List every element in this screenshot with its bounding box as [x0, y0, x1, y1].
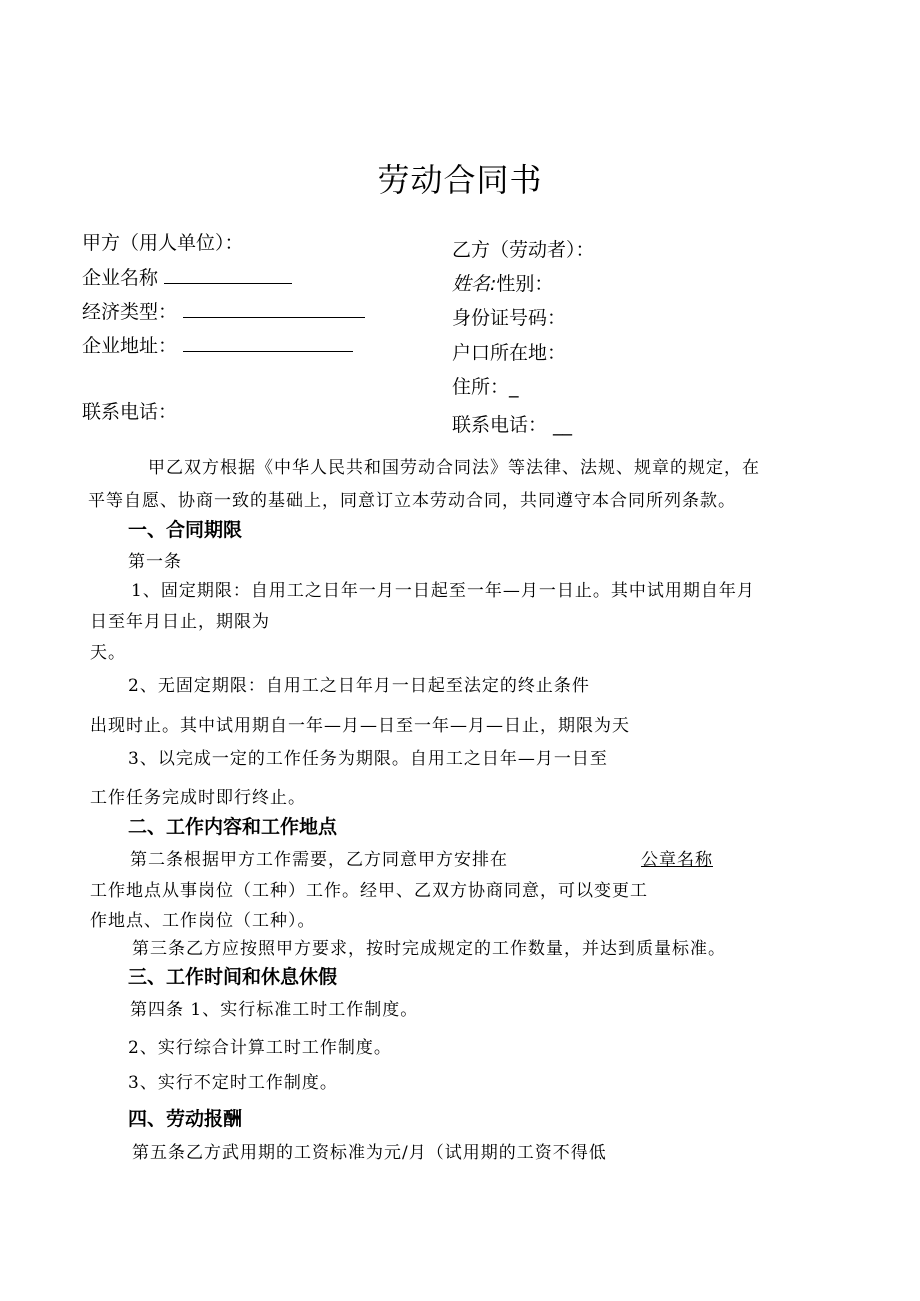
economic-type-row — [82, 297, 365, 324]
party-a-heading: 甲方（用人单位）： — [82, 232, 244, 254]
company-name-field[interactable] — [164, 265, 292, 284]
stamp-name-placeholder: 公章名称 — [641, 850, 713, 870]
gender-label: 性别： — [496, 273, 554, 295]
item-2-line-2: 出现时止。其中试用期自一年—月—日至一年—月—日止，期限为天 — [90, 716, 630, 736]
company-name-row — [82, 263, 292, 290]
economic-type-field[interactable] — [183, 299, 365, 318]
article-4-item-3: 3、实行不定时工作制度。 — [128, 1073, 338, 1093]
party-b-phone-label: 联系电话： __ — [452, 414, 573, 436]
section-4-heading: 四、劳动报酬 — [128, 1108, 243, 1130]
intro-line-1: 甲乙双方根据《中华人民共和国劳动合同法》等法律、法规、规章的规定，在 — [148, 458, 760, 478]
name-label: 姓名: — [452, 273, 497, 295]
party-a-phone-label: 联系电话： — [82, 401, 178, 423]
article-2-line-2: 工作地点从事岗位（工种）工作。经甲、乙双方协商同意，可以变更工 — [90, 881, 648, 901]
article-1-label: 第一条 — [128, 552, 182, 572]
name-gender-row — [452, 269, 553, 296]
hukou-label: 户口所在地： — [452, 342, 567, 364]
economic-type-label: 经济类型： — [82, 301, 178, 323]
item-3-line-1: 3、以完成一定的工作任务为期限。自用工之日年—月一日至 — [128, 749, 608, 769]
intro-line-2: 平等自愿、协商一致的基础上，同意订立本劳动合同，共同遵守本合同所列条款。 — [88, 491, 736, 511]
address-label: 企业地址： — [82, 335, 178, 357]
document-title: 劳动合同书 — [377, 161, 543, 199]
address-field[interactable] — [183, 333, 353, 352]
item-1-line-3: 天。 — [90, 643, 126, 663]
section-3-heading: 三、工作时间和休息休假 — [128, 966, 338, 988]
item-1-line-2: 日至年月日止，期限为 — [90, 612, 270, 632]
section-1-heading: 一、合同期限 — [128, 519, 243, 541]
article-4-item-1: 第四条 1、实行标准工时工作制度。 — [130, 1000, 419, 1020]
item-3-line-2: 工作任务完成时即行终止。 — [90, 788, 306, 808]
article-5: 第五条乙方武用期的工资标准为元/月（试用期的工资不得低 — [132, 1143, 607, 1163]
article-3: 第三条乙方应按照甲方要求，按时完成规定的工作数量，并达到质量标准。 — [132, 939, 726, 959]
item-2-line-1: 2、无固定期限：自用工之日年月一日起至法定的终止条件 — [128, 676, 590, 696]
company-name-label: 企业名称 — [82, 267, 159, 289]
article-2-line-3: 作地点、工作岗位（工种）。 — [90, 911, 316, 931]
item-1-line-1: 1、固定期限：自用工之日年一月一日起至一年—月一日止。其中试用期自年月 — [131, 581, 755, 601]
id-number-label: 身份证号码： — [452, 307, 567, 329]
party-b-heading: 乙方（劳动者）： — [452, 239, 595, 261]
article-2-line-1: 第二条根据甲方工作需要，乙方同意甲方安排在 — [130, 850, 508, 870]
article-4-item-2: 2、实行综合计算工时工作制度。 — [128, 1038, 392, 1058]
address-row — [82, 331, 353, 358]
residence-label: 住所：_ — [452, 376, 519, 398]
section-2-heading: 二、工作内容和工作地点 — [128, 816, 338, 838]
